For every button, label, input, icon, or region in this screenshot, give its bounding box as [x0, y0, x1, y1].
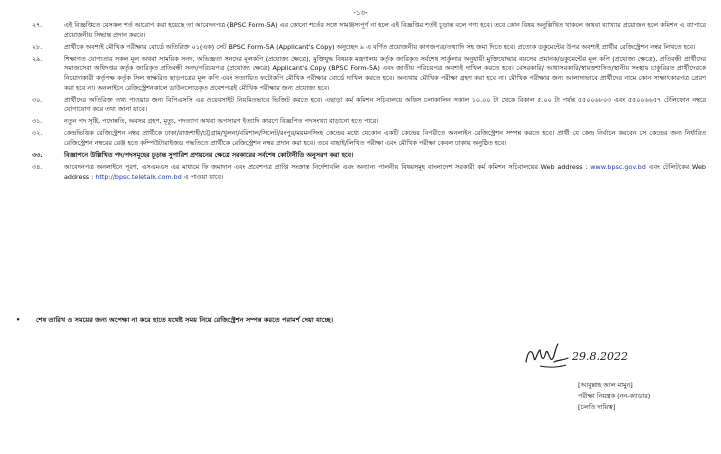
- note-text: শেষ তারিখ ও সময়ের জন্য অপেক্ষা না করে হাতে যথেষ্ট সময় নিয়ে রেজিস্ট্রেশন সম্পন্ন করতে পরামর্শ দেয়া যাচ্ছে।: [36, 316, 334, 324]
- list-item: [28, 96, 706, 115]
- list-item: [28, 55, 706, 93]
- list-item-web-address: [28, 163, 706, 182]
- bpsc-web-link[interactable]: www.bpsc.gov.bd: [590, 163, 646, 172]
- item-number: ২৭.: [32, 21, 43, 29]
- item-text: কেন্দ্রভিত্তিক রেজিস্ট্রেশন নম্বর প্রার্থীকে ঢাকা/রাজশাহী/চট্টগ্রাম/খুলনা/বরিশাল/সিলেট/রংপুর/ময়মনসিংহ কেন্দ্রের মধ্যে যেকোন একটি কেন্দ্রের বিপরীতে অনলাইন রেজিস্ট্রেশন সম্পন্ন করতে হবে। প্রার্থী যে কেন্দ্র নির্বাচন করবেন সে কেন্দ্রের জন্য নির্ধারিত রেজিস্ট্রেশন নম্বরের রেঞ্জ হতে কম্পিউটারাইজড পদ্ধতিতে প্রার্থীকে রেজিস্ট্রেশন নম্বর প্রদান করা হবে। তবে বাছাই/লিখিত পরীক্ষা এবং মৌখিক পরীক্ষা কেবল ঢাকায় অনুষ্ঠিত হবে।: [64, 129, 706, 148]
- item-text-part: এবং টেলিটকের Web address :: [64, 163, 706, 181]
- item-text: [64, 163, 706, 182]
- item-number: ৩০.: [32, 95, 43, 104]
- item-text: প্রার্থীকে অবশ্যই মৌখিক পরীক্ষার বোর্ডে অতিরিক্ত ০১(এক) সেট BPSC Form-5A (Applicant's Copy) অনুচ্ছেদ ৯ এ বর্ণিত প্রয়োজনীয় কাগজপত্র/তথ্যাদি সহ জমা দিতে হবে। প্রত্যেক ডকুমেন্টের উপর অবশ্যই প্রার্থীর রেজিস্ট্রেশন নম্বর লিখতে হবে।: [64, 42, 696, 51]
- item-text: প্রার্থীদের অতিরিক্ত তথ্য পাওয়ার জন্য বিপিএসসি এর ওয়েবসাইট নিয়মিতভাবে ভিজিট করতে হবে। এছাড়া কর্ম কমিশন সচিবালয়ে অফিস চলাকালিন সকাল ১০.০০ টা থেকে বিকাল ৫.০০ টা পর্যন্ত ৫৫০০৬৮০৩ এবং ৫৫০০৬৬৫৭ টেলিফোন নম্বরে যোগাযোগ করে তথ্য জানা যাবে।: [64, 95, 706, 114]
- signatory-block: [578, 380, 698, 413]
- item-text: বিজ্ঞাপনে উল্লিখিত পদ/পদসমূহের চূড়ান্ত সুপারিশ প্রণয়নের ক্ষেত্রে সরকারের সর্বশেষ কোটানীতি অনুসরণ করা হবে।: [64, 151, 354, 160]
- item-number: ৩৪.: [32, 163, 43, 172]
- item-number: ৩১.: [32, 117, 43, 126]
- item-text-part: আবেদনপত্র অনলাইনে পূরণ, এসএমএস এর মাধ্যমে ফি জমাদান এবং প্রবেশপত্র প্রাপ্তি সংক্রান্ত নির্দেশাবলি এবং অন্যান্য পালনীয় বিষয়সমূহ বাংলাদেশ সরকারী কর্ম কমিশন সচিবালয়ের Web address :: [64, 163, 588, 172]
- item-text: শিক্ষাগত যোগ্যতার সকল মূল অথবা সাময়িক সনদ, অভিজ্ঞতা সনদের মূলকপি (প্রযোজ্য ক্ষেত্রে), মুক্তিযুদ্ধ বিষয়ক মন্ত্রণালয় কর্তৃক জারিকৃত সর্বশেষ সার্কুলার অনুযায়ী মুক্তিযোদ্ধার বয়সের প্রমানক/ডকুমেন্টের মূল কপি (প্রযোজ্য ক্ষেত্রে), প্রতিবন্ধী প্রার্থীদের সমাজসেবা অধিদপ্তর কর্তৃক জারিকৃত প্রতিবন্ধী সনদ/পরিচয়পত্র (প্রযোজ্য ক্ষেত্রে) Applicant's Copy (BPSC Form-5A) এবং জাতীয় পরিচয়পত্র অবশ্যই দাখিল করতে হবে। বেসরকারি/ আধাসরকারি/স্বায়ত্তশাসিত/স্থানীয় সংস্থায় চাকুরিরত প্রার্থীদেরকে নিয়োগকারী কর্তৃপক্ষ কর্তৃক সিল স্বাক্ষরিত ছাড়পত্রের মূল কপি এবং সত্যায়িত ফটোকপি মৌখিক পরীক্ষার বোর্ডে দাখিল করতে হবে। অন্যথায় মৌখিক পরীক্ষা গ্রহণ করা হবে না। মৌখিক পরীক্ষার জন্য আলাদাভাবে প্রার্থীদের নামে কোন সাক্ষাৎকারপত্র প্রেরণ করা হবে না। অনলাইনে রেজিস্ট্রেশনকালে ডাউনলোডকৃত প্রবেশপত্রই মৌখিক পরীক্ষার জন্য প্রযোজ্য হবে।: [64, 54, 706, 92]
- signatory-charge: [চলতি দায়িত্ব]: [578, 403, 616, 411]
- handwritten-signature: [520, 336, 660, 374]
- item-number: ২৮.: [32, 42, 43, 51]
- page-number: -১৩-: [353, 9, 368, 17]
- handwritten-date: 29.8.2022: [572, 350, 628, 363]
- item-number: ৩২.: [32, 129, 43, 138]
- signatory-name: [আবুল্লাহ আল মামুন]: [578, 381, 633, 389]
- list-item-quota-policy: [28, 151, 706, 161]
- instructions-list: [28, 21, 706, 185]
- teletalk-web-link[interactable]: http://bpsc.teletalk.com.bd: [95, 172, 182, 181]
- signatory-designation: পরীক্ষা নিয়ন্ত্রক (নন-ক্যাডার): [578, 392, 651, 400]
- list-item: [28, 21, 706, 40]
- list-item: [28, 117, 706, 127]
- list-item: [28, 43, 706, 53]
- registration-advice-note: [16, 316, 706, 326]
- item-text: এই বিজ্ঞপ্তিতে যেসকল শর্ত আরোপ করা হয়েছে তা আবেদনপত্র (BPSC Form-5A) এর কোনো শর্তের সঙ্গে সামঞ্জস্যপূর্ণ না হলে এই বিজ্ঞপ্তির শর্তই চূড়ান্ত বলে গণ্য হবে। তবে কোন বিষয় অনুল্লিখিত থাকলে অথবা ব্যাখ্যার প্রয়োজন হলে কমিশন এ ব্যাপারে প্রয়োজনীয় সিদ্ধান্ত প্রদান করবে।: [64, 21, 706, 39]
- bullet-icon: •: [16, 316, 21, 324]
- item-text: নতুন পদ সৃষ্টি, পদোন্নতি, অবসর গ্রহণ, মৃত্যু, পদত্যাগ অথবা অপসারণ ইত্যাদি কারণে বিজ্ঞপিত পদসংখ্যা বাড়ানো হতে পারে।: [64, 117, 379, 126]
- item-text-part: এ পাওয়া যাবে।: [183, 172, 224, 181]
- item-number: ২৯.: [32, 54, 43, 63]
- item-number: ৩৩.: [32, 151, 43, 160]
- list-item: [28, 129, 706, 148]
